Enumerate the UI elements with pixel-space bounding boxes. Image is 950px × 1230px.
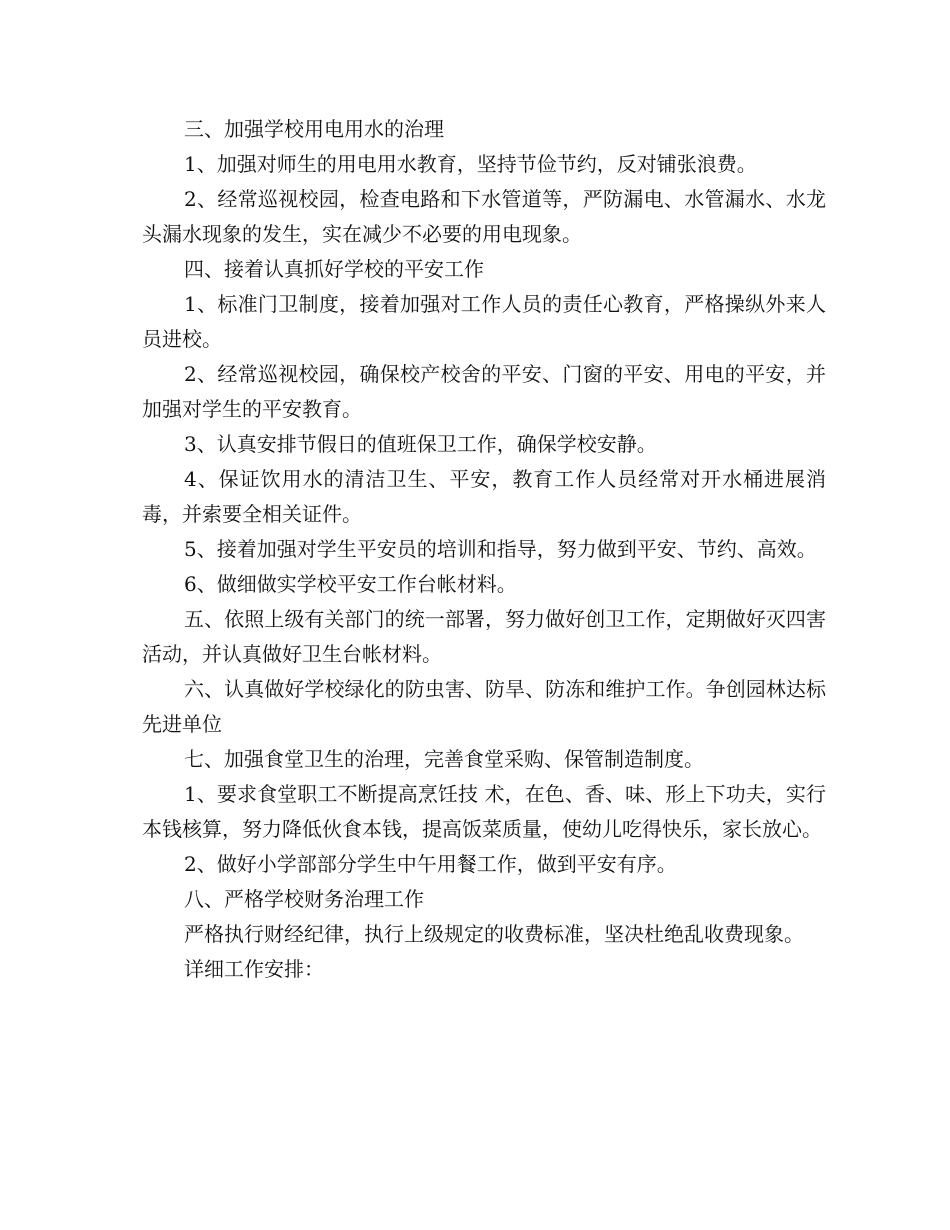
heading-finance: 八、严格学校财务治理工作 [184,887,424,911]
paragraph: 1、要求食堂职工不断提高烹饪技 术，在色、香、味、形上下功夫，实行本钱核算，努力降低伙食本钱，提高饭菜质量，使幼儿吃得快乐，家长放心。 [142,782,826,841]
paragraph-schedule-label: 详细工作安排： [184,957,324,981]
paragraph: 2、做好小学部部分学生中午用餐工作，做到平安有序。 [184,852,677,876]
heading-greening: 六、认真做好学校绿化的防虫害、防旱、防冻和维护工作。争创园林达标先进单位 [142,677,826,736]
paragraph: 1、标准门卫制度，接着加强对工作人员的责任心教育，严格操纵外来人员进校。 [142,292,826,351]
heading-sanitation: 五、依照上级有关部门的统一部署，努力做好创卫工作，定期做好灭四害活动，并认真做好卫生台帐材料。 [142,607,826,666]
paragraph: 3、认真安排节假日的值班保卫工作，确保学校安静。 [184,432,657,456]
paragraph: 1、加强对师生的用电用水教育，坚持节俭节约，反对铺张浪费。 [184,152,757,176]
heading-safety-work: 四、接着认真抓好学校的平安工作 [184,257,484,281]
heading-canteen: 七、加强食堂卫生的治理，完善食堂采购、保管制造制度。 [184,747,704,771]
heading-electricity-water: 三、加强学校用电用水的治理 [184,117,444,141]
paragraph: 5、接着加强对学生平安员的培训和指导，努力做到平安、节约、高效。 [184,537,817,561]
paragraph: 严格执行财经纪律，执行上级规定的收费标准，坚决杜绝乱收费现象。 [184,922,804,946]
paragraph: 2、经常巡视校园，检查电路和下水管道等，严防漏电、水管漏水、水龙头漏水现象的发生，实在减少不必要的用电现象。 [142,187,826,246]
paragraph: 4、保证饮用水的清洁卫生、平安，教育工作人员经常对开水桶进展消毒，并索要全相关证件。 [142,467,826,526]
paragraph: 6、做细做实学校平安工作台帐材料。 [184,572,517,596]
document-body [142,112,826,987]
paragraph: 2、经常巡视校园，确保校产校舍的平安、门窗的平安、用电的平安，并加强对学生的平安教育。 [142,362,826,421]
